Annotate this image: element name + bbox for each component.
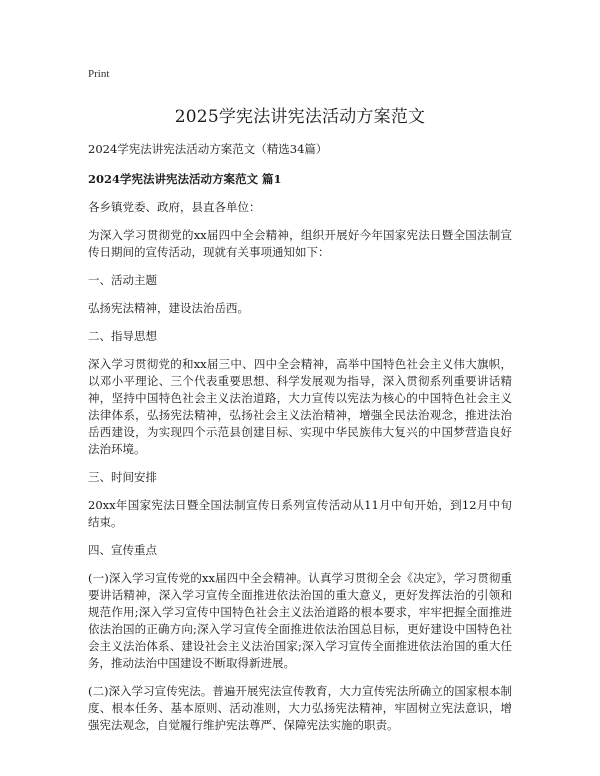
heading-guiding-ideology: 二、指导思想 [88, 329, 157, 343]
section-heading: 2024学宪法讲宪法活动方案范文 篇1 [88, 172, 282, 186]
print-label: Print [88, 68, 110, 80]
heading-publicity-focus: 四、宣传重点 [88, 543, 157, 557]
document-title: 2025学宪法讲宪法活动方案范文 [174, 107, 426, 127]
publicity-focus-item-1: (一)深入学习宣传党的xx届四中全会精神。认真学习贯彻全会《决定》，学习贯彻重要讲话精神，深入学习宣传全面推进依法治国的重大意义，更好发挥法治的引领和规范作用;深入学习宣传中国特色社会主义法治道路的根本要求，牢牢把握全面推进依法治国的正确方向;深入学习宣传全面推进依法治国总目标，更好建设中国特色社会主义法治体系、建设社会主义法治国家;深入学习宣传全面推进依法治国的重大任务，推动法治中国建设不断取得新进展。 [88, 571, 512, 670]
guiding-ideology-paragraph: 深入学习贯彻党的和xx届三中、四中全会精神，高举中国特色社会主义伟大旗帜，以邓小平理论、三个代表重要思想、科学发展观为指导，深入贯彻系列重要讲话精神，坚持中国特色社会主义法治道路，大力宣传以宪法为核心的中国特色社会主义法律体系，弘扬宪法精神，弘扬社会主义法治精神，增强全民法治观念，推进法治岳西建设，为实现四个示范县创建目标、实现中华民族伟大复兴的中国梦营造良好法治环境。 [88, 357, 512, 456]
schedule-paragraph: 20xx年国家宪法日暨全国法制宣传日系列宣传活动从11月中旬开始，到12月中旬结束。 [88, 498, 512, 529]
activity-theme-paragraph: 弘扬宪法精神，建设法治岳西。 [88, 301, 249, 315]
document-subtitle: 2024学宪法讲宪法活动方案范文（精选34篇） [88, 142, 328, 156]
heading-activity-theme: 一、活动主题 [88, 273, 157, 287]
intro-paragraph: 为深入学习贯彻党的xx届四中全会精神，组织开展好今年国家宪法日暨全国法制宣传日期间的宣传活动，现就有关事项通知如下： [88, 228, 512, 259]
publicity-focus-item-2: (二)深入学习宣传宪法。普遍开展宪法宣传教育，大力宣传宪法所确立的国家根本制度、根本任务、基本原则、活动准则，大力弘扬宪法精神，牢固树立宪法意识，增强宪法观念，自觉履行维护宪法尊严、保障宪法实施的职责。 [88, 684, 512, 732]
heading-schedule: 三、时间安排 [88, 470, 157, 484]
salutation-paragraph: 各乡镇党委、政府，县直各单位： [88, 200, 261, 214]
